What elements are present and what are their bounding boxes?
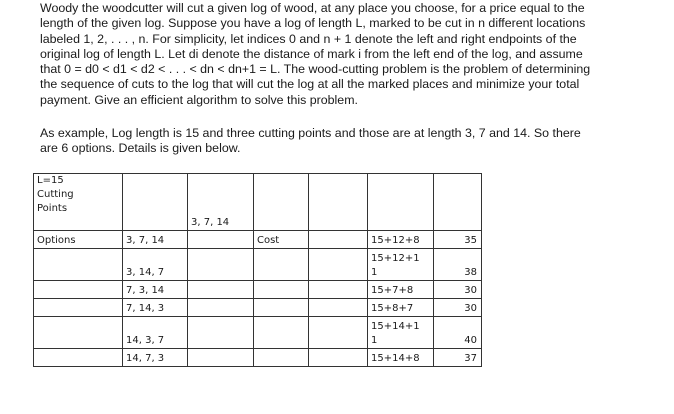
cutting-points-cell: 3, 7, 14 (188, 174, 254, 231)
cost-label: Cost (254, 231, 309, 249)
cost-expression-cell: 15+8+7 (368, 299, 434, 317)
cost-expression-cell: 15+12+8 (368, 231, 434, 249)
problem-statement (40, 1, 656, 108)
text-line: payment. Give an efficient algorithm to solve this problem. (40, 92, 358, 107)
cutting-options-table (33, 173, 482, 367)
cost-total-cell: 37 (434, 349, 482, 367)
cost-expression-line: 15+12+1 (371, 253, 420, 264)
table-row (34, 231, 482, 249)
cost-total-cell: 30 (434, 281, 482, 299)
cost-total-cell: 38 (434, 249, 482, 281)
cost-expression-cell: 15+7+8 (368, 281, 434, 299)
cost-expression-cell: 15+14+8 (368, 349, 434, 367)
cost-expression-cell (368, 317, 434, 349)
cost-expression-line: 1 (371, 335, 378, 346)
table-row (34, 299, 482, 317)
text-line: the sequence of cuts to the log that will cut the log at all the marked places and minimize your total (40, 77, 580, 92)
text-line: length of the given log. Suppose you have a log of length L, marked to be cut in n different locations (40, 16, 586, 31)
cut-order-cell: 7, 3, 14 (123, 281, 188, 299)
cost-total-cell: 30 (434, 299, 482, 317)
text-line: are 6 options. Details is given below. (40, 141, 241, 156)
text-line: As example, Log length is 15 and three cutting points and those are at length 3, 7 and 14. So there (40, 126, 581, 140)
options-label: Options (34, 231, 123, 249)
cost-expression-line: 1 (371, 267, 378, 278)
text-line: Woody the woodcutter will cut a given log of wood, at any place you choose, for a price equal to the (40, 1, 585, 15)
text-line: original log of length L. Let di denote the distance of mark i from the left end of the log, and assume (40, 46, 583, 61)
table-header-row (34, 174, 482, 231)
log-length-label: L=15 (37, 175, 64, 186)
cost-total-cell: 40 (434, 317, 482, 349)
table-row (34, 281, 482, 299)
cut-order-cell: 14, 3, 7 (123, 317, 188, 349)
text-line: labeled 1, 2, . . . , n. For simplicity, let indices 0 and n + 1 denote the left and right endpoints of the (40, 31, 577, 46)
table-row (34, 349, 482, 367)
header-label-cell (34, 174, 123, 231)
cost-total-cell: 35 (434, 231, 482, 249)
text-line: that 0 = d0 < d1 < d2 < . . . < dn < dn+1 = L. The wood-cutting problem is the problem of determining (40, 62, 591, 77)
cut-order-cell: 3, 7, 14 (123, 231, 188, 249)
cutting-label: Cutting (37, 189, 74, 200)
table-row (34, 249, 482, 281)
points-label: Points (37, 203, 68, 214)
example-description (40, 126, 656, 157)
cut-order-cell: 7, 14, 3 (123, 299, 188, 317)
cost-expression-line: 15+14+1 (371, 321, 420, 332)
table-row (34, 317, 482, 349)
cut-order-cell: 14, 7, 3 (123, 349, 188, 367)
cost-expression-cell (368, 249, 434, 281)
cut-order-cell: 3, 14, 7 (123, 249, 188, 281)
